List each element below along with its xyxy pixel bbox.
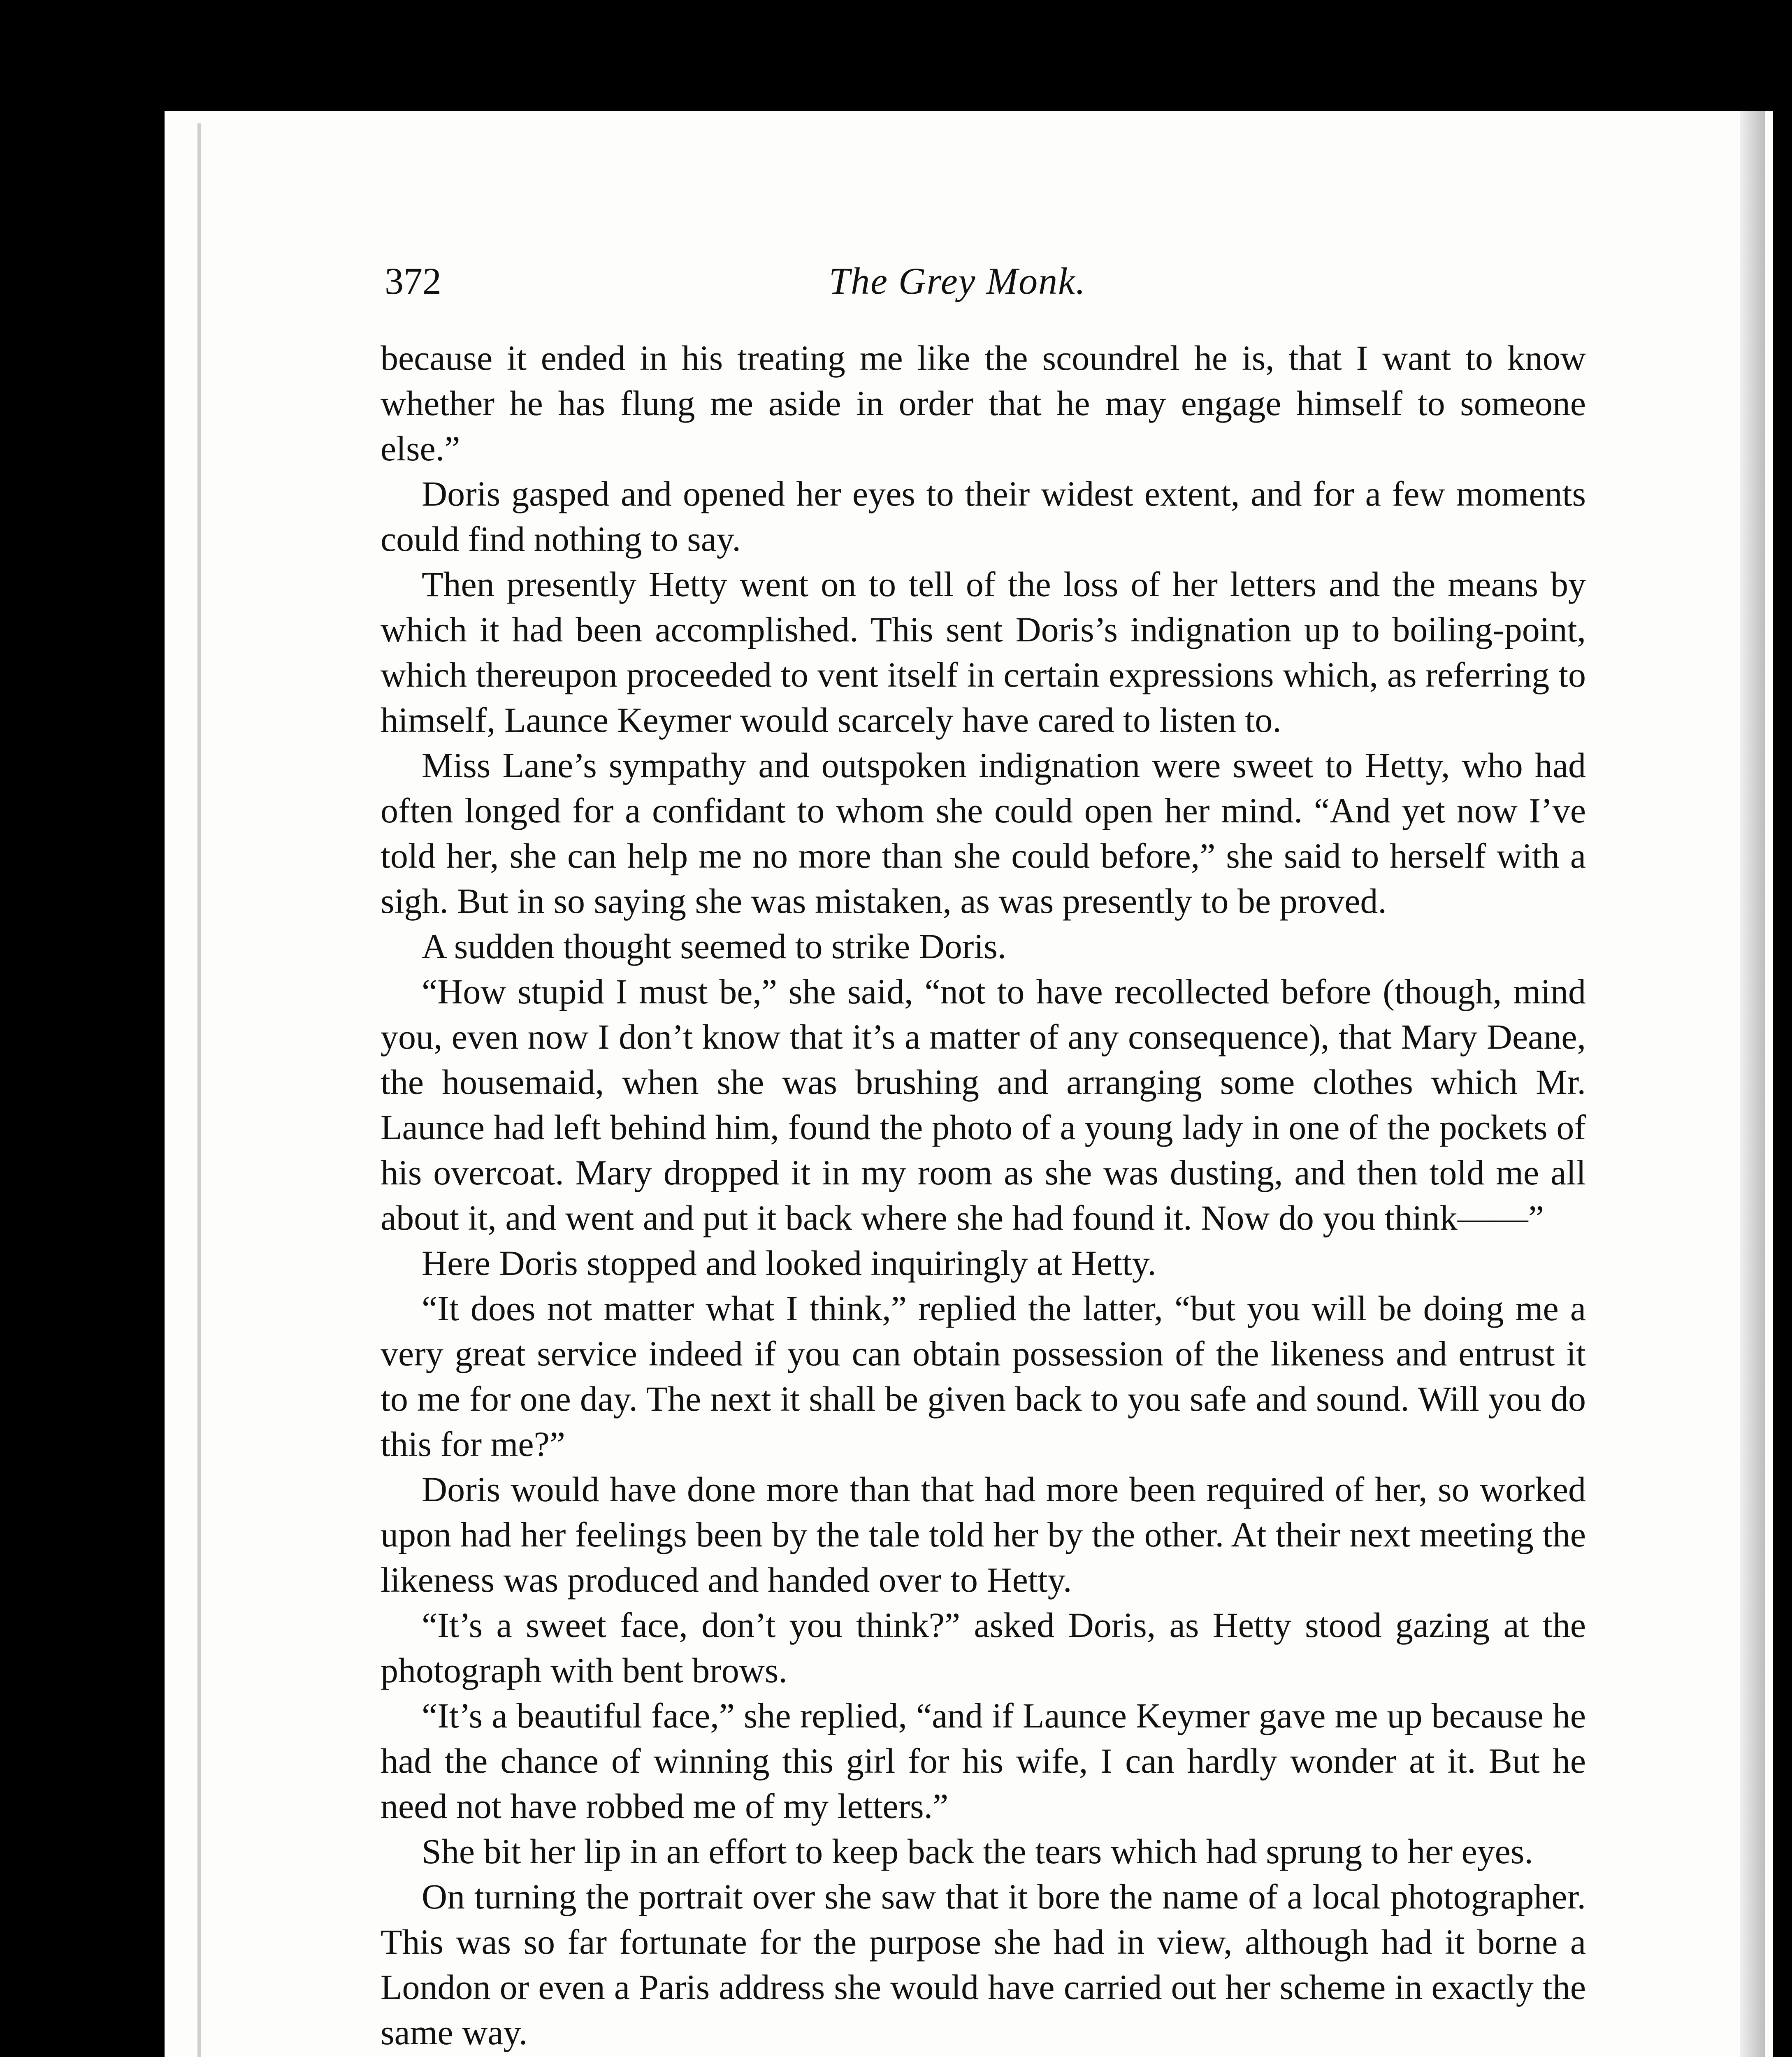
- paragraph: because it ended in his treating me like the scoundrel he is, that I want to know whether he has flung me aside in order that he may engage himself to someone else.”: [381, 338, 1586, 468]
- paragraph: “It’s a beautiful face,” she replied, “and if Launce Keymer gave me up because he had the chance of winning this girl for his wife, I can hardly wonder at it. But he need not have robbed me of my letters.”: [381, 1696, 1586, 1826]
- paragraph: Doris gasped and opened her eyes to their widest extent, and for a few moments could find nothing to say.: [381, 474, 1586, 559]
- paragraph: “It does not matter what I think,” replied the latter, “but you will be doing me a very great service indeed if you can obtain possession of the likeness and entrust it to me for one day. The next it shall be given back to you safe and sound. Will you do this for me?”: [381, 1289, 1586, 1464]
- page-edge: [1740, 111, 1765, 2057]
- body-text: [381, 335, 1586, 2057]
- page-gutter: [197, 123, 201, 2057]
- paragraph: [381, 2055, 1586, 2057]
- paragraph: Here Doris stopped and looked inquiringly at Hetty.: [422, 1243, 1156, 1283]
- paragraph: Miss Lane’s sympathy and outspoken indignation were sweet to Hetty, who had often longed for a confidant to whom she could open her mind. “And yet now I’ve told her, she can help me no more than she could before,” she said to herself with a sigh. But in so saying she was mistaken, as was presently to be proved.: [381, 745, 1586, 921]
- paragraph: Doris would have done more than that had more been required of her, so worked upon had her feelings been by the tale told her by the other. At their next meeting the likeness was produced and handed over to Hetty.: [381, 1470, 1586, 1600]
- paragraph: Then presently Hetty went on to tell of the loss of her letters and the means by which it had been accomplished. This sent Doris’s indignation up to boiling-point, which thereupon proceeded to vent itself in certain expressions which, as referring to himself, Launce Keymer would scarcely have cared to listen to.: [381, 564, 1586, 740]
- page-number: 372: [385, 260, 441, 302]
- page-header: [385, 259, 1582, 321]
- paragraph: “It’s a sweet face, don’t you think?” asked Doris, as Hetty stood gazing at the photograph with bent brows.: [381, 1605, 1586, 1690]
- paragraph: On turning the portrait over she saw that it bore the name of a local photographer. This was so far fortunate for the purpose she had in view, although had it borne a London or even a Paris address she would have carried out her scheme in exactly the same way.: [381, 1877, 1586, 2052]
- paragraph: A sudden thought seemed to strike Doris.: [422, 926, 1007, 966]
- running-title: The Grey Monk.: [829, 260, 1086, 302]
- paragraph: “How stupid I must be,” she said, “not to have recollected before (though, mind you, even now I don’t know that it’s a matter of any consequence), that Mary Deane, the housemaid, when she was brushing and arranging some clothes which Mr. Launce had left behind him, found the photo of a young lady in one of the pockets of his overcoat. Mary dropped it in my room as she was dusting, and then told me all about it, and went and put it back where she had found it. Now do you think——”: [381, 972, 1586, 1237]
- paragraph: She bit her lip in an effort to keep back the tears which had sprung to her eyes.: [422, 1832, 1533, 1871]
